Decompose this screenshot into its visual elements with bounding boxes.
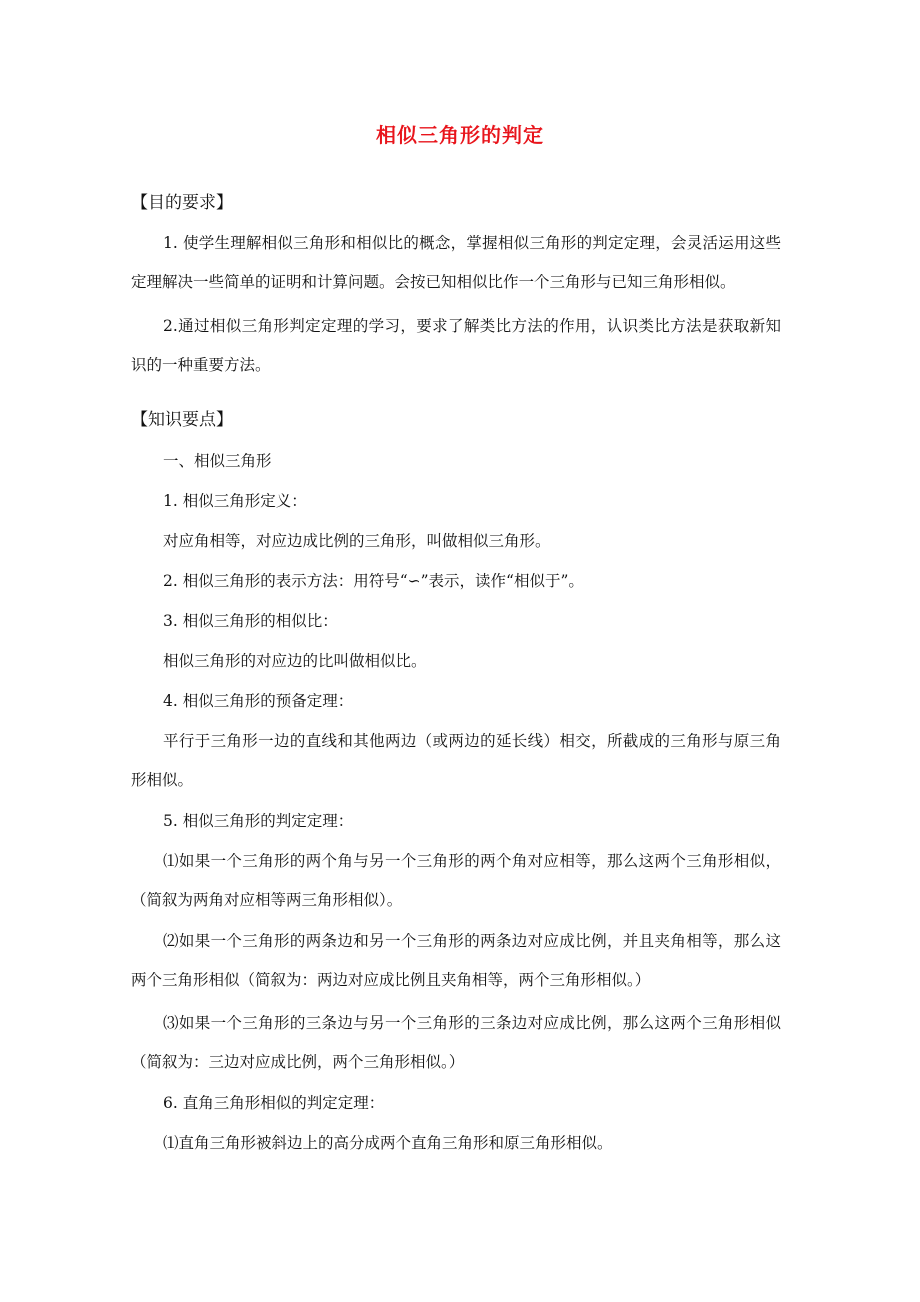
right-triangle-title: 6. 直角三角形相似的判定定理：: [163, 1094, 385, 1112]
right-triangle-theorem-1: ⑴直角三角形被斜边上的高分成两个直角三角形和原三角形相似。: [163, 1134, 613, 1152]
judgment-theorem-title: 5. 相似三角形的判定定理：: [163, 812, 354, 830]
page-title: 相似三角形的判定: [376, 123, 544, 147]
section-heading-similar-triangles: 一、相似三角形: [163, 452, 272, 470]
knowledge-heading: 【知识要点】: [131, 410, 233, 430]
judgment-theorem-1: ⑴如果一个三角形的两个角与另一个三角形的两个角对应相等，那么这两个三角形相似，（简叙为两角对应相等两三角形相似）。: [131, 852, 781, 909]
ratio-title: 3. 相似三角形的相似比：: [163, 612, 338, 630]
definition-text: 对应角相等，对应边成比例的三角形，叫做相似三角形。: [163, 532, 551, 550]
definition-title: 1. 相似三角形定义：: [163, 492, 307, 510]
ratio-text: 相似三角形的对应边的比叫做相似比。: [163, 652, 427, 670]
judgment-theorem-3: ⑶如果一个三角形的三条边与另一个三角形的三条边对应成比例，那么这两个三角形相似（简叙为：三边对应成比例，两个三角形相似。）: [131, 1014, 781, 1071]
goals-item-1: 1. 使学生理解相似三角形和相似比的概念，掌握相似三角形的判定定理，会灵活运用这些定理解决一些简单的证明和计算问题。会按已知相似比作一个三角形与已知三角形相似。: [131, 234, 781, 291]
preliminary-theorem-text: 平行于三角形一边的直线和其他两边（或两边的延长线）相交，所截成的三角形与原三角形相似。: [131, 732, 781, 789]
goals-item-2: 2.通过相似三角形判定定理的学习，要求了解类比方法的作用，认识类比方法是获取新知识的一种重要方法。: [131, 317, 781, 374]
preliminary-theorem-title: 4. 相似三角形的预备定理：: [163, 692, 354, 710]
notation-text: 2. 相似三角形的表示方法：用符号“∽”表示，读作“相似于”。: [163, 572, 584, 590]
goals-heading: 【目的要求】: [131, 193, 233, 213]
judgment-theorem-2: ⑵如果一个三角形的两条边和另一个三角形的两条边对应成比例，并且夹角相等，那么这两个三角形相似（简叙为：两边对应成比例且夹角相等，两个三角形相似。）: [131, 932, 781, 989]
